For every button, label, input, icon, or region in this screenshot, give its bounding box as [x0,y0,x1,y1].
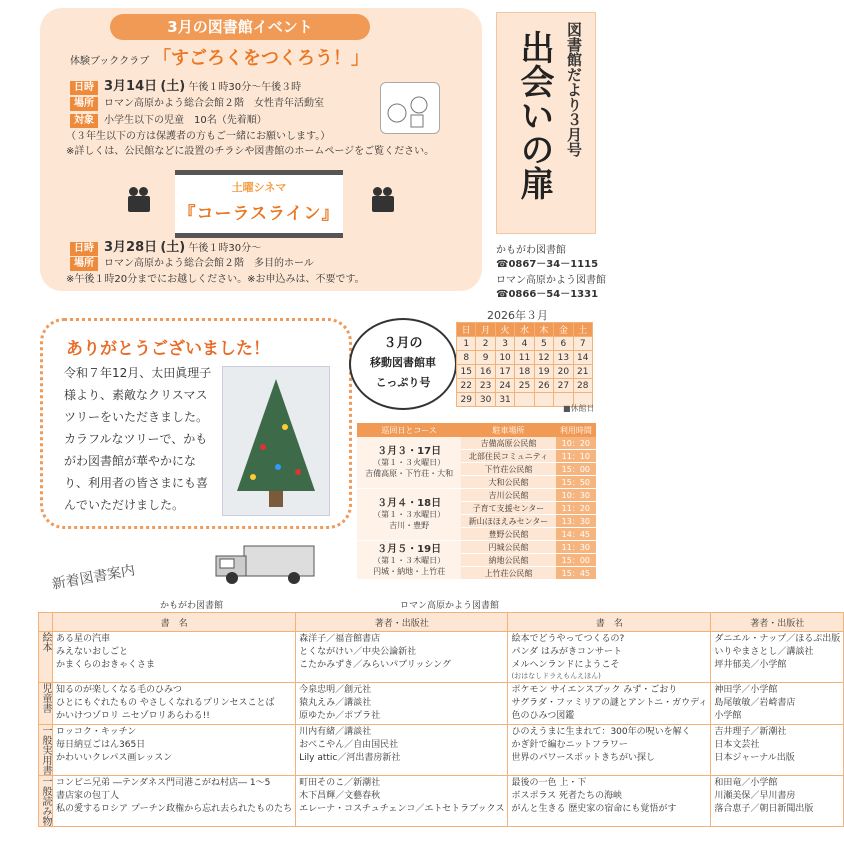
contact-kayou [496,274,606,302]
book-title: パンダ はみがきコンサート [511,647,622,657]
book-titles [508,683,711,725]
route-time: 11：30 [556,541,596,554]
route-time: 10：20 [556,437,596,450]
book-author: こたかみずき／みらいパブリッシング [299,660,452,670]
book-author: 川内有緒／講談社 [299,727,372,737]
book-author: 小学館 [714,711,742,721]
route-table [357,423,596,580]
club-name: 「すごろくをつくろう！」 [153,48,369,69]
route-course-names: 円城・納地・上竹荘 [373,566,446,576]
route-stop: 上竹荘公民館 [461,567,555,580]
book-title: 書店家の包丁人 [56,791,120,801]
route-date: ３月３・17日 [377,446,442,457]
book-authors [711,683,844,725]
col-title-b: 書 名 [508,613,711,632]
event-place-row [70,94,324,111]
book-title: ロッコク・キッチン [56,727,137,737]
book-titles [53,632,296,683]
book-author: Lily attic／河出書房新社 [299,753,401,763]
route-week: （第１・３火曜日） [373,458,446,467]
day-header: 月 [476,323,495,337]
calendar-day: 19 [534,365,553,379]
route-stop: 吉備高原公民館 [461,437,555,450]
route-time: 14：45 [556,528,596,541]
new-books-table [38,612,844,827]
book-title: 絵本でどうやってつくるの? [511,634,625,644]
book-title: 最後の一色 上・下 [511,778,587,788]
calendar-day: 2 [476,337,495,351]
book-title: かいけつゾロリ ニセゾロリあらわる!! [56,711,210,721]
calendar-week-row [457,337,593,351]
book-category-label: 絵本 [40,632,51,652]
calendar-day: 12 [534,351,553,365]
calendar-day: 13 [554,351,573,365]
route-time: 15：45 [556,567,596,580]
book-category [39,725,53,776]
book-title: 私の愛するロシア プーチン政権から忘れ去られたものたち [56,804,293,814]
book-author: 日本文芸社 [714,740,760,750]
book-author: 島尾敏敏／岩崎書店 [714,698,796,708]
calendar-day: 5 [534,337,553,351]
bubble-line1: ３月の [383,336,423,351]
route-stop: 下竹荘公民館 [461,463,555,476]
route-course-names: 吉川・豊野 [389,521,430,530]
book-author: ダニエル・ナップ／ほるぷ出版 [714,634,841,644]
route-stop: 子育て支援センター [461,502,555,515]
book-titles [53,683,296,725]
route-stop: 北部住民コミュニティ [461,450,555,463]
c-place-label: 場所 [70,257,98,271]
book-titles [53,776,296,827]
book-author: 木下昌輝／文藝春秋 [299,791,381,801]
book-title: 色のひみつ図鑑 [511,711,575,721]
place-label: 場所 [70,97,98,111]
book-title: メルヘンランドにようこそ [511,660,620,670]
calendar-day: 3 [495,337,514,351]
route-stop: 納地公民館 [461,554,555,567]
film-camera-icon [372,196,394,212]
corner-cell [39,613,53,632]
book-title: サグラダ・ファミリアの謎とアントニ・ガウディ [511,698,708,708]
calendar-day: 20 [554,365,573,379]
calendar-week-row [457,365,593,379]
book-category-row [39,776,844,827]
route-course [357,489,461,541]
book-author: 原ゆたか／ポプラ社 [299,711,381,721]
route-date: ３月５・19日 [377,543,442,555]
calendar-day: 26 [534,379,553,393]
place-text: ロマン高原かよう総合会館２階 女性青年活動室 [104,98,324,109]
calendar-week-row [457,379,593,393]
route-course-names: 吉備高原・下竹荘・大和 [365,469,454,478]
calendar-day: 1 [457,337,476,351]
bubble-line2: 移動図書館車 [370,356,436,369]
christmas-tree-photo [222,366,330,516]
day-header: 金 [554,323,573,337]
calendar-day: 18 [515,365,534,379]
calendar-day: 28 [573,379,592,393]
club-label: 体験ブッククラブ [70,56,150,67]
book-author: 坪井郁美／小学館 [714,660,787,670]
calendar-day: 7 [573,337,592,351]
book-subtitle: (おはなしドラえもんえほん) [511,672,601,680]
book-authors [711,776,844,827]
book-title: 世界のパワースポットきちがい探し [511,753,656,763]
route-time: 11：10 [556,450,596,463]
thanks-body: 令和７年12月、太田眞理子様より、素敵なクリスマスツリーをいただきました。カラフルなツリーで、かもがわ図書館が華やかになり、利用者の皆さまにも喜んでいただけました。 [64,366,212,512]
book-author: 今泉忠明／創元社 [299,685,372,695]
route-week: （第１・３木曜日） [373,555,446,565]
calendar-week-row [457,351,593,365]
book-author: 川瀬美保／早川書房 [714,791,796,801]
route-row [357,489,596,502]
route-time: 15：50 [556,476,596,489]
route-stop: 新山ほほえみセンター [461,515,555,528]
date-dow: (土) [160,79,186,94]
event-note2: ※詳しくは、公民館などに設置のチラシや図書館のホームページをご覧ください。 [66,146,435,157]
event-note1: （３年生以下の方は保護者の方もご一緒にお願いします。） [66,131,331,142]
day-header: 火 [495,323,514,337]
day-header: 土 [573,323,592,337]
book-title: 知るのが楽しくなる毛のひみつ [56,685,182,695]
calendar-day: 27 [554,379,573,393]
target-label: 対象 [70,114,98,128]
route-time: 15：00 [556,554,596,567]
day-header: 水 [515,323,534,337]
book-category-label: 児童書 [40,683,51,713]
book-title: みえないおしごと [56,647,129,657]
bubble-line3: こっぷり号 [375,376,431,389]
book-category [39,632,53,683]
calendar-day: 21 [573,365,592,379]
route-time: 10：30 [556,489,596,502]
book-title: ひのえうまに生まれて：300年の呪いを解く [511,727,691,737]
cinema-film-strip [175,170,343,238]
book-authors [711,632,844,683]
calendar-day: 17 [495,365,514,379]
book-authors [296,776,508,827]
day-header: 日 [457,323,476,337]
lib1-name: かもがわ図書館 [496,245,566,256]
calendar-day: 24 [495,379,514,393]
book-author: 和田竜／小学館 [714,778,778,788]
event-date-row [70,75,301,95]
route-date: ３月４・18日 [377,498,442,509]
lib2-tel: ☎0866－54－1331 [496,289,599,300]
book-author: おべこやん／自由国民社 [299,740,399,750]
route-stop: 吉川公民館 [461,489,555,502]
cinema-sub: 土曜シネマ [231,181,287,194]
sugoroku-illustration [380,82,440,134]
book-titles [508,632,711,683]
route-row [357,541,596,554]
book-titles [53,725,296,776]
book-authors [711,725,844,776]
cinema-place-row [70,254,314,271]
route-stop: 円城公民館 [461,541,555,554]
col-author-b: 著者・出版社 [711,613,844,632]
col-title-a: 書 名 [53,613,296,632]
cinema-note: ※午後１時20分までにお越しください。※お申込みは、不要です。 [66,274,365,285]
c-date-label: 日時 [70,242,98,256]
thanks-title: ありがとうございました！ [66,339,270,359]
cinema-title: 『コーラスライン』 [178,204,340,224]
calendar-header-row [457,323,593,337]
calendar-title: 2026年３月 [487,309,548,322]
book-title: がんと生きる 歴史家の宿命にも覚悟がす [511,804,677,814]
book-authors [296,725,508,776]
lib-kamogawa-label: かもがわ図書館 [160,601,224,611]
route-time: 11：20 [556,502,596,515]
calendar-day: 30 [476,393,495,407]
book-titles [508,776,711,827]
calendar-day [515,393,534,407]
route-header: 巡回日とコース [357,423,461,437]
book-author: 吉井理子／新潮社 [714,727,787,737]
target-text: 小学生以下の児童 10名（先着順） [104,115,267,126]
calendar-day: 8 [457,351,476,365]
mobile-library-truck-icon [214,540,318,586]
calendar-day: 16 [476,365,495,379]
event-target-row [70,111,267,128]
c-date-dow: (土) [160,240,186,255]
mobile-library-badge [349,318,457,410]
calendar [456,322,593,407]
day-header: 木 [534,323,553,337]
route-week: （第１・３水曜日） [373,510,446,519]
book-title: コンビニ兄弟 ―テンダネス門司港こがね村店― 1～5 [56,778,271,788]
route-stop: 豊野公民館 [461,528,555,541]
newsletter-title: 出会いの扉 [514,30,554,200]
book-author: エレーナ・コスチュチェンコ／エトセトラブックス [299,804,505,814]
route-course [357,437,461,489]
contact-kamogawa [496,244,598,272]
book-title: かぎ針で編むニットフラワー [511,740,628,750]
book-title: ポケモン サイエンスブック みず・ごおり [511,685,678,695]
c-date-main: 3月28日 [104,240,158,255]
calendar-day [534,393,553,407]
book-category-label: 一般読み物 [40,776,51,826]
calendar-day: 4 [515,337,534,351]
calendar-day: 14 [573,351,592,365]
book-authors [296,632,508,683]
calendar-day: 15 [457,365,476,379]
event-title: 3月の図書館イベント [110,14,370,40]
route-stop: 大和公民館 [461,476,555,489]
c-place-text: ロマン高原かよう総合会館２階 多目的ホール [104,258,314,269]
lib1-tel: ☎0867－34－1115 [496,259,599,270]
calendar-day: 29 [457,393,476,407]
calendar-day: 6 [554,337,573,351]
cinema-date-row [70,236,261,256]
book-title: ボスポラス 死者たちの海峡 [511,791,623,801]
book-author: 神田学／小学館 [714,685,778,695]
date-time: 午後１時30分～午後３時 [188,82,302,93]
book-author: 落合恵子／朝日新聞出版 [714,804,814,814]
book-title: かまくらのおきゃくさま [56,660,156,670]
book-title: ある星の汽車 [56,634,111,644]
lib-kayou-label: ロマン高原かよう図書館 [400,601,500,611]
calendar-day: 11 [515,351,534,365]
calendar-day: 31 [495,393,514,407]
film-camera-icon [128,196,150,212]
route-header: 利用時間 [556,423,596,437]
calendar-day: 23 [476,379,495,393]
route-time: 13：30 [556,515,596,528]
calendar-note: ■休館日 [563,404,595,413]
book-category-row [39,683,844,725]
calendar-day: 10 [495,351,514,365]
book-title: かわいいクレパス画レッスン [56,753,173,763]
date-label: 日時 [70,81,98,95]
book-category [39,776,53,827]
calendar-day: 22 [457,379,476,393]
calendar-day: 9 [476,351,495,365]
book-category [39,683,53,725]
calendar-day: 25 [515,379,534,393]
book-authors [296,683,508,725]
book-author: 町田そのこ／新潮社 [299,778,381,788]
book-titles [508,725,711,776]
newsletter-subtitle: 図書館だより３月号 [565,22,583,157]
date-main: 3月14日 [104,79,158,94]
book-category-row [39,725,844,776]
book-author: 猿丸えみ／講談社 [299,698,372,708]
new-books-title: 新着図書案内 [50,562,137,593]
route-time: 15：00 [556,463,596,476]
route-header: 駐車場所 [461,423,555,437]
book-title: 毎日納豆ごはん365日 [56,740,146,750]
col-author-a: 著者・出版社 [296,613,508,632]
book-author: 森洋子／福音館書店 [299,634,381,644]
book-author: とくながけい／中央公論新社 [299,647,417,657]
book-category-label: 一般実用書 [40,725,51,775]
book-category-row [39,632,844,683]
book-title: ひとにもぐれたもの やさしくなれるプリンセスことば [56,698,275,708]
route-row [357,437,596,450]
c-date-time: 午後１時30分～ [188,243,262,254]
book-author: 日本ジャーナル出版 [714,753,795,763]
book-author: いりやまさとし／講談社 [714,647,814,657]
lib2-name: ロマン高原かよう図書館 [496,275,606,286]
route-course [357,541,461,580]
